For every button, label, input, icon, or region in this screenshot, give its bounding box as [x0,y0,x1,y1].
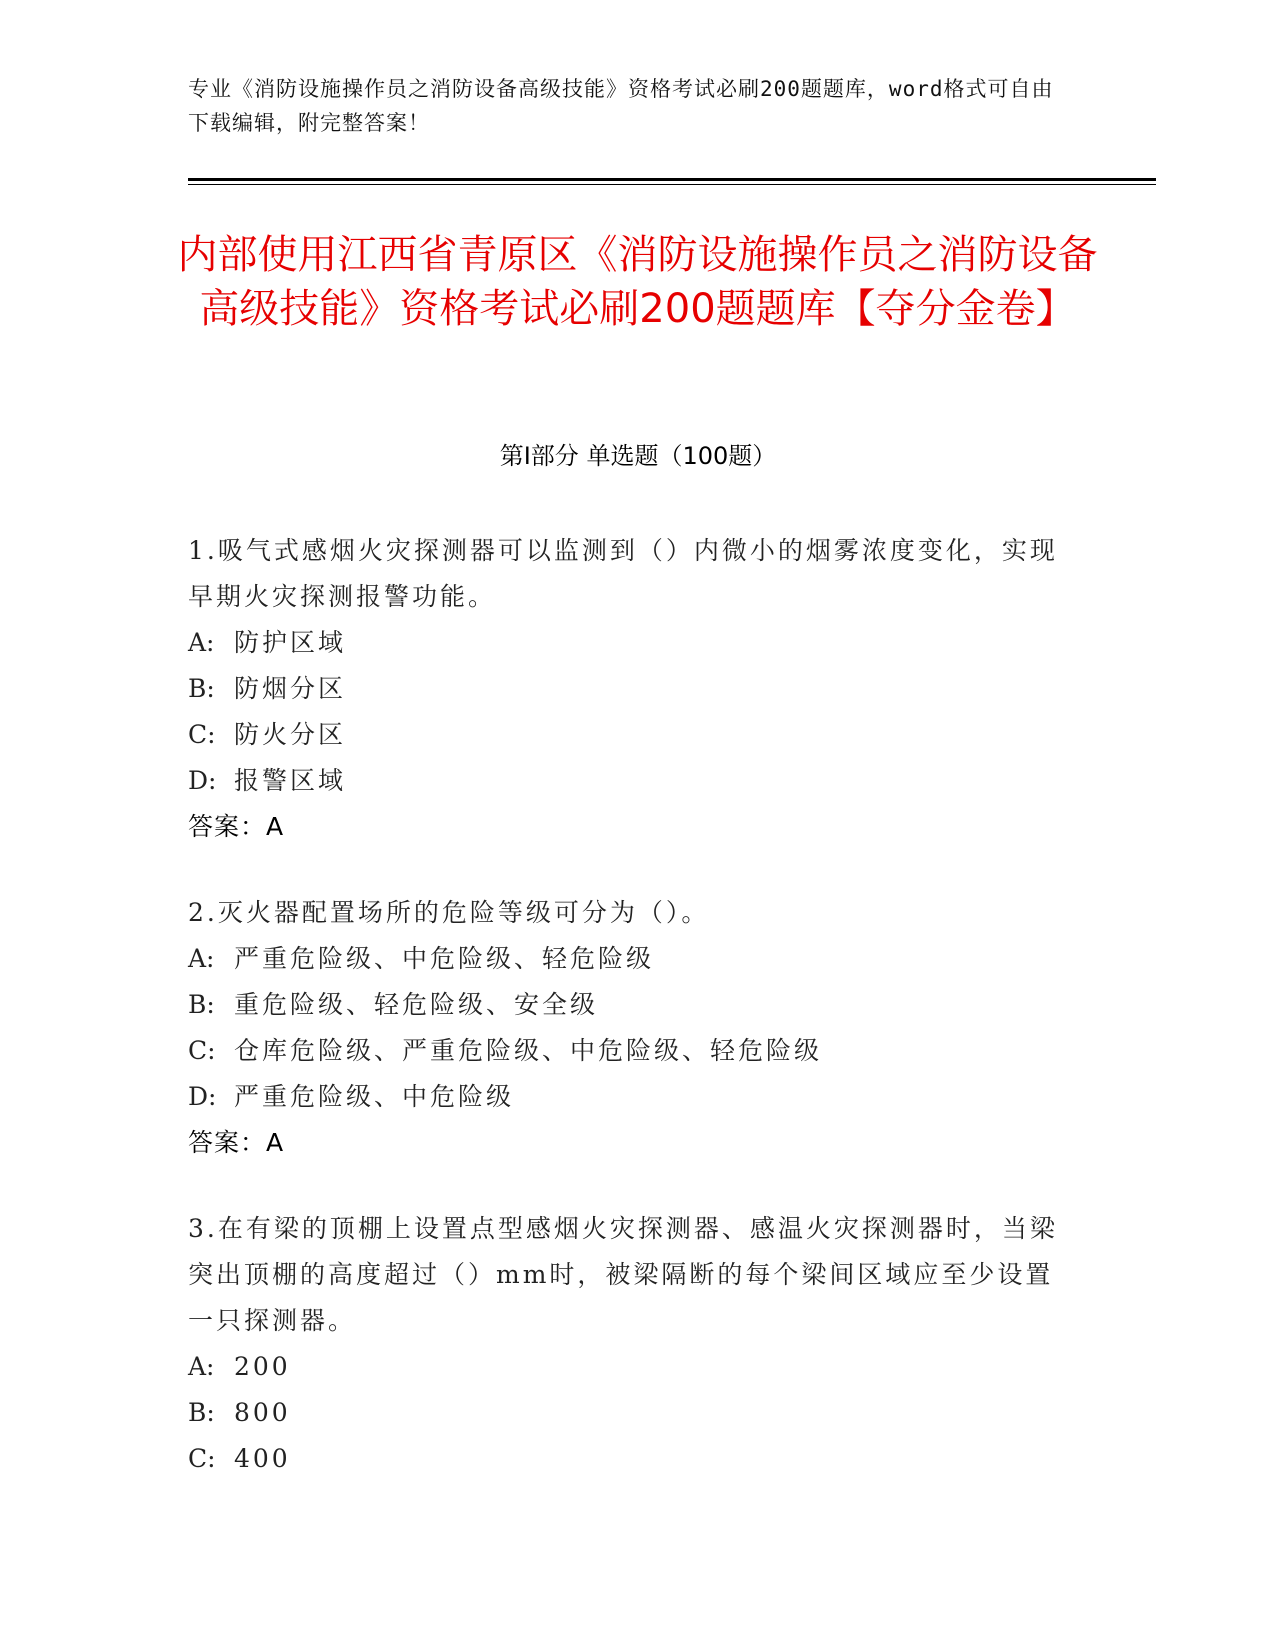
option-text: 重危险级、轻危险级、安全级 [234,990,599,1019]
question-option [188,1390,1068,1436]
option-letter: D: [188,1082,217,1111]
option-text: 防火分区 [234,720,347,749]
option-text: 严重危险级、中危险级 [234,1082,515,1111]
option-text: 400 [234,1444,291,1473]
option-text: 仓库危险级、严重危险级、中危险级、轻危险级 [234,1036,823,1065]
header-rule-thick [188,178,1156,181]
question-item [188,1206,1068,1482]
question-option [188,936,1068,982]
question-stem: 2.灭火器配置场所的危险等级可分为（）。 [188,898,710,927]
option-letter: A: [188,628,215,657]
question-answer: 答案：A [188,1128,285,1157]
option-text: 800 [234,1398,291,1427]
question-option [188,758,1068,804]
question-option [188,1074,1068,1120]
question-stem: 1.吸气式感烟火灾探测器可以监测到（）内微小的烟雾浓度变化，实现早期火灾探测报警功能。 [188,536,1058,611]
question-option [188,620,1068,666]
option-letter: C: [188,1036,216,1065]
question-answer: 答案：A [188,812,285,841]
question-item [188,890,1068,1166]
section-heading: 第Ⅰ部分 单选题（100题） [499,442,777,470]
question-option [188,982,1068,1028]
option-letter: C: [188,720,216,749]
option-letter: D: [188,766,217,795]
option-letter: A: [188,944,215,973]
option-letter: B: [188,1398,215,1427]
option-text: 200 [234,1352,291,1381]
option-text: 防烟分区 [234,674,347,703]
question-option [188,666,1068,712]
question-option [188,1436,1068,1482]
header-rule-thin [188,184,1156,185]
option-letter: B: [188,674,215,703]
question-list [188,528,1068,1522]
question-item [188,528,1068,850]
option-letter: A: [188,1352,215,1381]
question-option [188,1028,1068,1074]
option-text: 严重危险级、中危险级、轻危险级 [234,944,655,973]
document-title: 内部使用江西省青原区《消防设施操作员之消防设备高级技能》资格考试必刷200题题库【夺分金卷】 [177,232,1098,332]
option-text: 防护区域 [234,628,347,657]
question-stem: 3.在有梁的顶棚上设置点型感烟火灾探测器、感温火灾探测器时，当梁突出顶棚的高度超过（）mm时，被梁隔断的每个梁间区域应至少设置一只探测器。 [188,1214,1058,1335]
option-letter: B: [188,990,215,1019]
option-text: 报警区域 [234,766,347,795]
question-option [188,1344,1068,1390]
header-note: 专业《消防设施操作员之消防设备高级技能》资格考试必刷200题题库，word格式可自由下载编辑，附完整答案！ [188,77,1054,135]
question-option [188,712,1068,758]
option-letter: C: [188,1444,216,1473]
